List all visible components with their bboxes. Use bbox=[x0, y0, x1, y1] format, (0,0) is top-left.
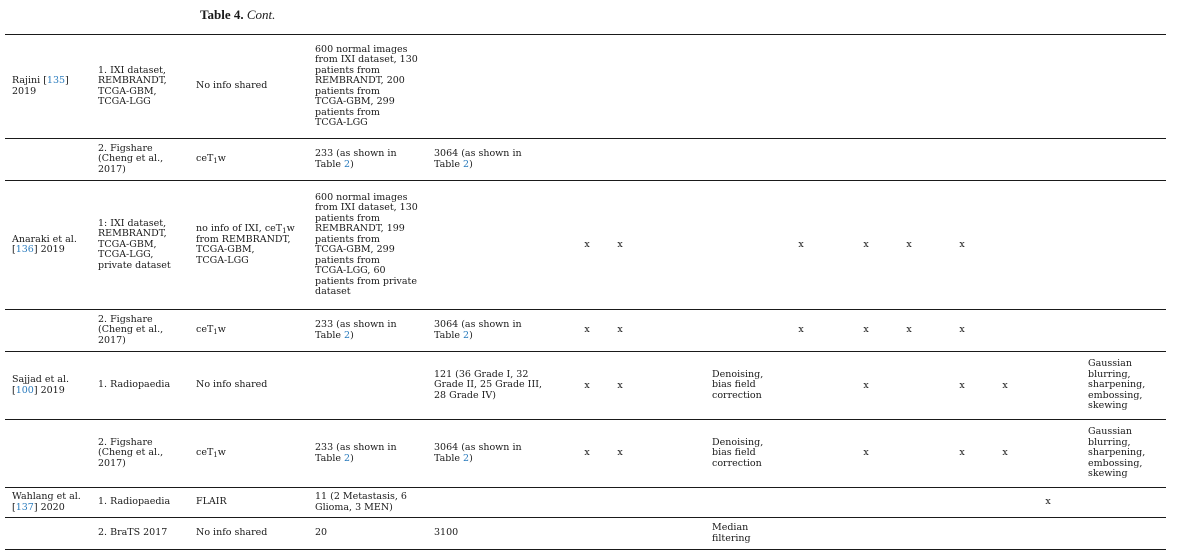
row-divider bbox=[5, 180, 1166, 181]
citation-link[interactable]: 136 bbox=[15, 244, 34, 255]
check-mark: x bbox=[863, 238, 869, 250]
check-mark: x bbox=[959, 446, 965, 458]
author-cell: Rajini [135] 2019 bbox=[12, 75, 69, 97]
check-mark: x bbox=[617, 379, 623, 391]
row-divider bbox=[5, 487, 1166, 488]
images-cell: 3064 (as shown in Table 2) bbox=[434, 442, 522, 464]
patients-cell: 600 normal images from IXI dataset, 130 patients from REMBRANDT, 199 patients from TCGA-GBM, 299 patients from TCGA-LGG, 60 patients from private dataset bbox=[315, 191, 418, 297]
check-mark: x bbox=[1045, 495, 1051, 507]
preprocessing-cell: Median filtering bbox=[712, 522, 751, 544]
images-cell: 3100 bbox=[434, 527, 459, 539]
sequence-cell: No info shared bbox=[196, 80, 268, 92]
author-cell: Anaraki et al. [136] 2019 bbox=[12, 233, 77, 255]
table-ref-link[interactable]: 2 bbox=[463, 329, 470, 341]
check-mark: x bbox=[798, 323, 804, 335]
citation-link[interactable]: 137 bbox=[15, 501, 34, 513]
sequence-cell: FLAIR bbox=[196, 496, 227, 508]
table-ref-link[interactable]: 2 bbox=[344, 452, 351, 464]
sequence-cell: ceT$_1$w bbox=[196, 447, 226, 460]
images-cell: 121 (36 Grade I, 32 Grade II, 25 Grade III, 28 Grade IV) bbox=[434, 368, 542, 401]
author-cell: Wahlang et al. [137] 2020 bbox=[12, 491, 81, 513]
row-divider bbox=[5, 309, 1166, 310]
check-mark: x bbox=[863, 446, 869, 458]
row-divider bbox=[5, 351, 1166, 352]
table-caption-text: Cont. bbox=[246, 7, 276, 22]
augmentation-cell: Gaussian blurring, sharpening, embossing, skewing bbox=[1088, 426, 1146, 480]
dataset-cell: 2. BraTS 2017 bbox=[98, 527, 168, 539]
table-caption-label: Table 4. bbox=[200, 7, 244, 22]
table-ref-link[interactable]: 2 bbox=[463, 158, 470, 170]
dataset-cell: 1: IXI dataset, REMBRANDT, TCGA-GBM, TCGA-LGG, private dataset bbox=[98, 217, 171, 271]
sequence-cell: no info of IXI, ceT$_1$w from REMBRANDT, TCGA-GBM, TCGA-LGG bbox=[196, 223, 295, 266]
patients-cell: 600 normal images from IXI dataset, 130 patients from REMBRANDT, 200 patients from TCGA-GBM, 299 patients from TCGA-LGG bbox=[315, 43, 418, 128]
sequence-cell: ceT$_1$w bbox=[196, 153, 226, 166]
dataset-cell: 1. Radiopaedia bbox=[98, 496, 171, 508]
check-mark: x bbox=[617, 323, 623, 335]
dataset-cell: 2. Figshare (Cheng et al., 2017) bbox=[98, 436, 164, 469]
preprocessing-cell: Denoising, bias field correction bbox=[712, 368, 764, 401]
row-divider bbox=[5, 419, 1166, 420]
table-ref-link[interactable]: 2 bbox=[344, 158, 351, 170]
table-ref-link[interactable]: 2 bbox=[344, 329, 351, 341]
patients-cell: 20 bbox=[315, 527, 328, 539]
check-mark: x bbox=[959, 238, 965, 250]
citation-link[interactable]: 135 bbox=[46, 75, 66, 86]
images-cell: 3064 (as shown in Table 2) bbox=[434, 148, 522, 170]
patients-cell: 233 (as shown in Table 2) bbox=[315, 148, 397, 170]
check-mark: x bbox=[584, 446, 590, 458]
dataset-cell: 2. Figshare (Cheng et al., 2017) bbox=[98, 142, 164, 175]
check-mark: x bbox=[798, 238, 804, 250]
row-divider bbox=[5, 517, 1166, 518]
check-mark: x bbox=[906, 323, 912, 335]
patients-cell: 11 (2 Metastasis, 6 Glioma, 3 MEN) bbox=[315, 491, 407, 513]
table-top-rule bbox=[5, 34, 1166, 35]
check-mark: x bbox=[863, 379, 869, 391]
table-ref-link[interactable]: 2 bbox=[463, 452, 470, 464]
row-divider bbox=[5, 138, 1166, 139]
check-mark: x bbox=[584, 323, 590, 335]
check-mark: x bbox=[906, 238, 912, 250]
check-mark: x bbox=[1002, 446, 1008, 458]
citation-link[interactable]: 100 bbox=[15, 384, 34, 396]
patients-cell: 233 (as shown in Table 2) bbox=[315, 442, 397, 464]
check-mark: x bbox=[959, 323, 965, 335]
check-mark: x bbox=[584, 238, 590, 250]
preprocessing-cell: Denoising, bias field correction bbox=[712, 436, 764, 469]
check-mark: x bbox=[959, 379, 965, 391]
table-bottom-rule bbox=[5, 549, 1166, 550]
patients-cell: 233 (as shown in Table 2) bbox=[315, 319, 397, 341]
check-mark: x bbox=[584, 379, 590, 391]
check-mark: x bbox=[617, 446, 623, 458]
dataset-cell: 2. Figshare (Cheng et al., 2017) bbox=[98, 313, 164, 346]
images-cell: 3064 (as shown in Table 2) bbox=[434, 319, 522, 341]
augmentation-cell: Gaussian blurring, sharpening, embossing, skewing bbox=[1088, 358, 1146, 412]
table-caption bbox=[200, 8, 275, 22]
check-mark: x bbox=[1002, 379, 1008, 391]
sequence-cell: No info shared bbox=[196, 527, 268, 539]
sequence-cell: No info shared bbox=[196, 379, 268, 391]
sequence-cell: ceT$_1$w bbox=[196, 324, 226, 337]
dataset-cell: 1. Radiopaedia bbox=[98, 379, 171, 391]
author-cell: Sajjad et al. [100] 2019 bbox=[12, 374, 70, 396]
check-mark: x bbox=[617, 238, 623, 250]
dataset-cell: 1. IXI dataset, REMBRANDT, TCGA-GBM, TCGA-LGG bbox=[98, 64, 167, 107]
check-mark: x bbox=[863, 323, 869, 335]
